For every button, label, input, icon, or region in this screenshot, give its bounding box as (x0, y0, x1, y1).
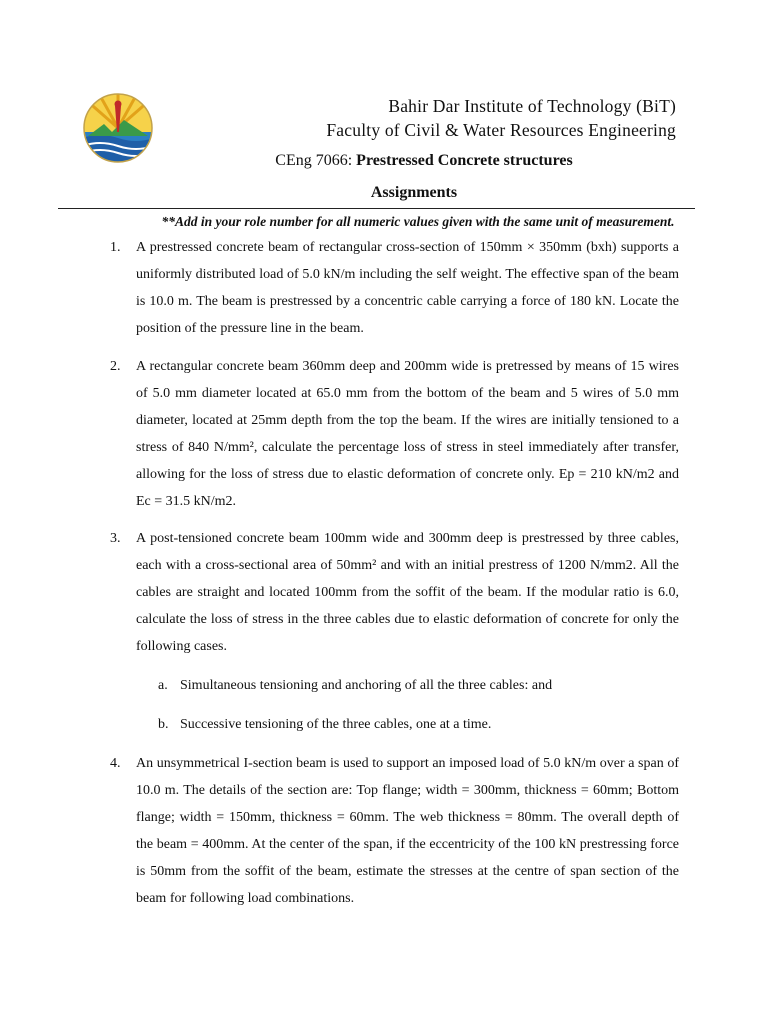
question-number: 4. (110, 756, 121, 771)
question-1 (110, 234, 679, 342)
sub-item-text: Simultaneous tensioning and anchoring of all the three cables: and (180, 678, 553, 693)
question-4 (110, 750, 679, 912)
instruction-note: **Add in your role number for all numeric values given with the same unit of measurement. (161, 214, 675, 229)
faculty-name: Faculty of Civil & Water Resources Engineering (326, 120, 676, 140)
question-number: 2. (110, 359, 121, 374)
course-name: Prestressed Concrete structures (356, 152, 573, 169)
question-2 (110, 353, 679, 515)
question-text: A post-tensioned concrete beam 100mm wide and 300mm deep is prestressed by three cables, each with a cross-sectional area of 50mm² and with an initial prestress of 1200 N/mm2. All the cables are straight and located 100mm from the soffit of the beam. If the modular ratio is 6.0, calculate the loss of stress in the three cables due to elastic deformation of concrete for only the following cases. (136, 531, 679, 654)
sub-item-text: Successive tensioning of the three cables, one at a time. (180, 717, 492, 732)
question-3 (110, 525, 679, 660)
assignment-title: Assignments (370, 184, 458, 201)
question-text: A rectangular concrete beam 360mm deep and 200mm wide is pretressed by means of 15 wires of 5.0 mm diameter located at 65.0 mm from the bottom of the beam and 5 wires of 5.0 mm diameter, located at 25mm depth from the top the beam. If the wires are initially tensioned to a stress of 840 N/mm², calculate the percentage loss of stress in steel immediately after transfer, allowing for the loss of stress due to elastic deformation of concrete only. Ep = 210 kN/m2 and Ec = 31.5 kN/m2. (136, 359, 679, 509)
question-text: An unsymmetrical I-section beam is used to support an imposed load of 5.0 kN/m over a span of 10.0 m. The details of the section are: Top flange; width = 300mm, thickness = 60mm; Bottom flange; width = 150mm, thickness = 60mm. The web thickness = 80mm. The overall depth of the beam = 400mm. At the center of the span, if the eccentricity of the 100 kN prestressing force is 50mm from the soffit of the beam, estimate the stresses at the centre of span section of the beam for following load combinations. (136, 756, 679, 906)
course-code: CEng 7066: (275, 152, 357, 169)
sub-item-letter: a. (158, 678, 168, 693)
course-title (0, 152, 768, 170)
question-text: A prestressed concrete beam of rectangular cross-section of 150mm × 350mm (bxh) supports a uniformly distributed load of 5.0 kN/m including the self weight. The effective span of the beam is 10.0 m. The beam is prestressed by a concentric cable carrying a force of 180 kN. Locate the position of the pressure line in the beam. (136, 240, 679, 336)
sub-item-letter: b. (158, 717, 169, 732)
sub-item-b (158, 711, 678, 738)
question-number: 3. (110, 531, 121, 546)
institute-name: Bahir Dar Institute of Technology (BiT) (388, 96, 676, 116)
question-number: 1. (110, 240, 121, 255)
header-divider (58, 208, 695, 209)
sub-item-a (158, 672, 678, 699)
